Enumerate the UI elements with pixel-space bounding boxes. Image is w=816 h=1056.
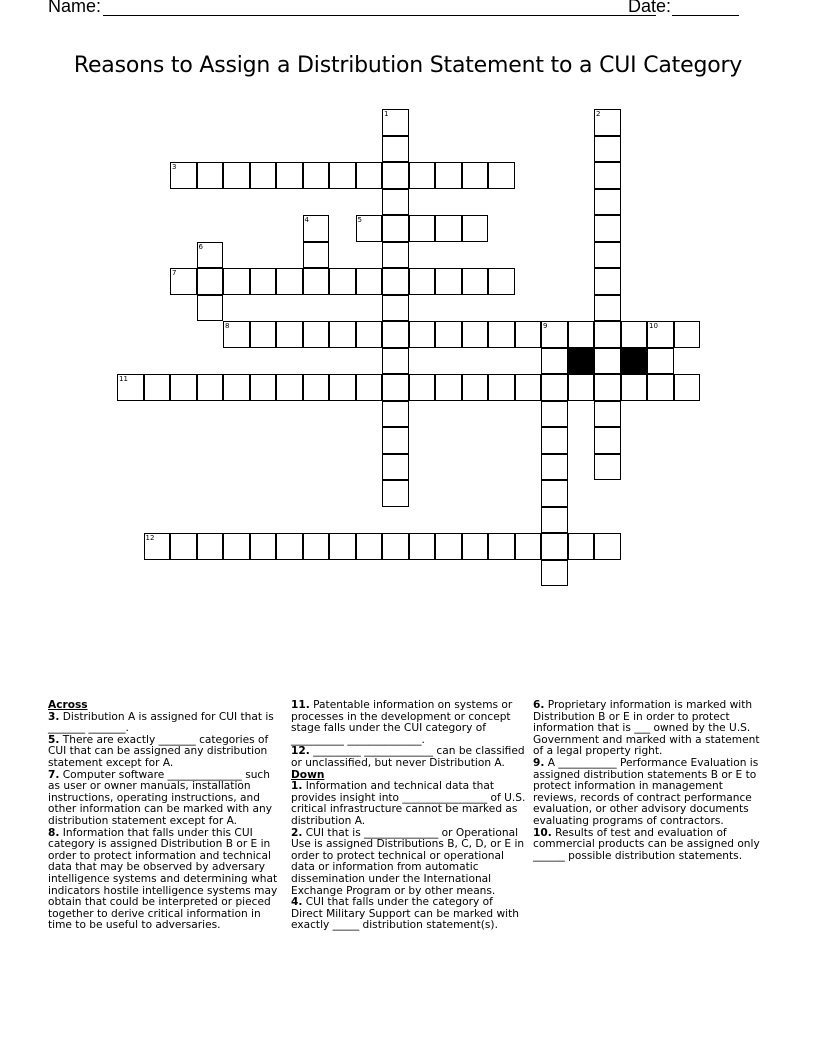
clue-item-text: Information and technical data that provides insight into ________________ of U.S. critical infrastructure cannot be marked as distribution A. xyxy=(291,780,526,827)
grid-cell[interactable] xyxy=(594,427,621,454)
grid-cell[interactable] xyxy=(594,321,621,348)
grid-cell[interactable] xyxy=(356,215,383,242)
grid-cell[interactable] xyxy=(303,321,330,348)
grid-cell[interactable] xyxy=(435,162,462,189)
grid-cell[interactable] xyxy=(647,374,674,401)
grid-cell[interactable] xyxy=(356,321,383,348)
grid-cell[interactable] xyxy=(197,242,224,269)
grid-cell[interactable] xyxy=(250,533,277,560)
down-clue-list-continued xyxy=(533,700,768,862)
grid-cell[interactable] xyxy=(541,480,568,507)
grid-cell[interactable] xyxy=(303,268,330,295)
grid-cell[interactable] xyxy=(409,321,436,348)
grid-cell[interactable] xyxy=(594,136,621,163)
clue-item-text: CUI that falls under the category of Direct Military Support can be marked with exactly _____ distribution statement(s). xyxy=(291,896,519,932)
clue-column-3 xyxy=(533,700,768,862)
clue-item-number: 12. xyxy=(291,745,310,758)
grid-cell[interactable] xyxy=(515,374,542,401)
grid-cell[interactable] xyxy=(462,533,489,560)
grid-cell[interactable] xyxy=(197,295,224,322)
grid-cell[interactable] xyxy=(170,533,197,560)
grid-cell[interactable] xyxy=(541,321,568,348)
clue-column-2 xyxy=(291,700,526,932)
grid-cell[interactable] xyxy=(435,268,462,295)
grid-cell[interactable] xyxy=(435,374,462,401)
grid-cell[interactable] xyxy=(303,162,330,189)
clue-number: 10 xyxy=(649,322,658,330)
grid-cell[interactable] xyxy=(382,321,409,348)
grid-cell[interactable] xyxy=(674,321,701,348)
grid-cell[interactable] xyxy=(594,268,621,295)
clue-item-number: 10. xyxy=(533,826,552,839)
grid-cell[interactable] xyxy=(329,533,356,560)
grid-cell[interactable] xyxy=(382,295,409,322)
grid-cell[interactable] xyxy=(382,348,409,375)
grid-cell[interactable] xyxy=(435,215,462,242)
grid-cell[interactable] xyxy=(462,321,489,348)
grid-cell[interactable] xyxy=(170,268,197,295)
clue-item-number: 7. xyxy=(48,768,60,781)
grid-cell[interactable] xyxy=(382,242,409,269)
clue-item-text: There are exactly _______ categories of CUI that can be assigned any distribution statement except for A. xyxy=(48,733,269,769)
grid-cell[interactable] xyxy=(250,268,277,295)
grid-cell[interactable] xyxy=(594,242,621,269)
clue-item xyxy=(291,781,526,827)
grid-cell[interactable] xyxy=(568,533,595,560)
grid-cell[interactable] xyxy=(382,454,409,481)
grid-cell[interactable] xyxy=(356,533,383,560)
date-label: Date: xyxy=(628,0,672,16)
grid-cell[interactable] xyxy=(541,427,568,454)
grid-cell[interactable] xyxy=(197,374,224,401)
grid-cell[interactable] xyxy=(409,268,436,295)
grid-cell[interactable] xyxy=(647,321,674,348)
clue-column-1 xyxy=(48,700,283,932)
grid-cell[interactable] xyxy=(356,162,383,189)
grid-cell[interactable] xyxy=(594,162,621,189)
grid-cell[interactable] xyxy=(462,268,489,295)
clue-number: 1 xyxy=(384,110,389,118)
grid-cell[interactable] xyxy=(515,321,542,348)
grid-cell[interactable] xyxy=(170,374,197,401)
grid-cell[interactable] xyxy=(568,374,595,401)
clue-number: 8 xyxy=(225,322,230,330)
grid-cell[interactable] xyxy=(409,374,436,401)
grid-cell[interactable] xyxy=(594,401,621,428)
clue-item xyxy=(291,828,526,898)
grid-cell[interactable] xyxy=(382,268,409,295)
clue-item-text: Computer software ______________ such as user or owner manuals, installation instructions, operating instructions, and other information can be marked with any distribution statement except for A. xyxy=(48,768,272,827)
blocked-cell xyxy=(568,348,595,375)
grid-cell[interactable] xyxy=(541,348,568,375)
clue-item xyxy=(291,746,526,769)
grid-cell[interactable] xyxy=(435,321,462,348)
clue-item-text: Results of test and evaluation of commercial products can be assigned only ______ possible distribution statements. xyxy=(533,826,760,862)
clue-item-number: 6. xyxy=(533,699,545,711)
grid-cell[interactable] xyxy=(435,533,462,560)
clue-item-number: 2. xyxy=(291,826,303,839)
down-clue-list xyxy=(291,781,526,932)
grid-cell[interactable] xyxy=(594,533,621,560)
clue-number: 9 xyxy=(543,322,548,330)
grid-cell[interactable] xyxy=(144,374,171,401)
grid-cell[interactable] xyxy=(409,215,436,242)
grid-cell[interactable] xyxy=(647,348,674,375)
clue-number: 7 xyxy=(172,269,177,277)
grid-cell[interactable] xyxy=(621,321,648,348)
puzzle-title: Reasons to Assign a Distribution Statement to a CUI Category xyxy=(73,53,743,78)
grid-cell[interactable] xyxy=(223,374,250,401)
grid-cell[interactable] xyxy=(674,374,701,401)
clue-number: 5 xyxy=(357,216,362,224)
grid-cell[interactable] xyxy=(144,533,171,560)
grid-cell[interactable] xyxy=(276,268,303,295)
clue-item-text: _________ _____________ can be classified or unclassified, but never Distribution A. xyxy=(291,745,525,769)
grid-cell[interactable] xyxy=(276,162,303,189)
grid-cell[interactable] xyxy=(594,295,621,322)
name-label: Name: xyxy=(48,0,102,16)
clue-item-number: 4. xyxy=(291,896,303,909)
across-heading: Across xyxy=(48,699,88,711)
grid-cell[interactable] xyxy=(356,374,383,401)
grid-cell[interactable] xyxy=(409,533,436,560)
grid-cell[interactable] xyxy=(303,215,330,242)
grid-cell[interactable] xyxy=(541,560,568,587)
grid-cell[interactable] xyxy=(250,162,277,189)
grid-cell[interactable] xyxy=(382,162,409,189)
clue-number: 11 xyxy=(119,375,128,383)
grid-cell[interactable] xyxy=(303,533,330,560)
grid-cell[interactable] xyxy=(276,533,303,560)
grid-cell[interactable] xyxy=(621,374,648,401)
grid-cell[interactable] xyxy=(276,321,303,348)
grid-cell[interactable] xyxy=(250,374,277,401)
grid-cell[interactable] xyxy=(541,374,568,401)
grid-cell[interactable] xyxy=(329,321,356,348)
grid-cell[interactable] xyxy=(223,533,250,560)
across-clue-list xyxy=(48,712,283,932)
clue-number: 12 xyxy=(145,534,155,542)
grid-cell[interactable] xyxy=(223,321,250,348)
clue-item-text: CUI that is ______________ or Operational Use is assigned Distributions B, C, D, or E in order to protect technical or operational data or information from automatic dissemination under the International Exchange Program or by other means. xyxy=(291,826,525,897)
clue-item-text: Patentable information on systems or processes in the development or concept stage falls under the CUI category of __________ ______________. xyxy=(291,699,513,746)
across-clue-list-continued xyxy=(291,700,526,770)
grid-cell[interactable] xyxy=(382,401,409,428)
grid-cell[interactable] xyxy=(594,348,621,375)
clue-item xyxy=(533,700,768,758)
grid-cell[interactable] xyxy=(568,321,595,348)
grid-cell[interactable] xyxy=(462,215,489,242)
clue-item xyxy=(48,735,283,770)
grid-cell[interactable] xyxy=(594,454,621,481)
clue-item-number: 8. xyxy=(48,826,60,839)
grid-cell[interactable] xyxy=(382,374,409,401)
grid-cell[interactable] xyxy=(382,189,409,216)
grid-cell[interactable] xyxy=(541,507,568,534)
grid-cell[interactable] xyxy=(329,268,356,295)
clue-item-text: Proprietary information is marked with Distribution B or E in order to protect information that is ___ owned by the U.S. Government and marked with a statement of a legal property right. xyxy=(533,699,760,758)
clue-item-text: A ___________ Performance Evaluation is assigned distribution statements B or E to protect information in management reviews, records of contract performance evaluation, or other advisory documents evaluating programs of contractors. xyxy=(533,756,759,827)
grid-cell[interactable] xyxy=(488,374,515,401)
grid-cell[interactable] xyxy=(382,136,409,163)
grid-cell[interactable] xyxy=(197,162,224,189)
grid-cell[interactable] xyxy=(223,162,250,189)
grid-cell[interactable] xyxy=(541,533,568,560)
clue-item xyxy=(48,770,283,828)
grid-cell[interactable] xyxy=(382,215,409,242)
clue-item-number: 3. xyxy=(48,710,60,723)
clue-item-number: 9. xyxy=(533,756,545,769)
grid-cell[interactable] xyxy=(250,321,277,348)
grid-cell[interactable] xyxy=(462,162,489,189)
clue-item-text: Distribution A is assigned for CUI that is _______ _______. xyxy=(48,710,274,735)
clue-item-number: 1. xyxy=(291,780,303,793)
grid-cell[interactable] xyxy=(382,533,409,560)
grid-cell[interactable] xyxy=(594,109,621,136)
grid-cell[interactable] xyxy=(329,162,356,189)
grid-cell[interactable] xyxy=(409,162,436,189)
blocked-cell xyxy=(621,348,648,375)
clue-item xyxy=(533,828,768,863)
grid-cell[interactable] xyxy=(382,109,409,136)
clue-item-number: 5. xyxy=(48,733,60,746)
grid-cell[interactable] xyxy=(488,533,515,560)
grid-cell[interactable] xyxy=(329,374,356,401)
down-heading: Down xyxy=(291,768,325,781)
clue-item xyxy=(533,758,768,828)
grid-cell[interactable] xyxy=(462,374,489,401)
clue-number: 2 xyxy=(596,110,601,118)
grid-cell[interactable] xyxy=(541,401,568,428)
clue-item xyxy=(291,700,526,746)
grid-cell[interactable] xyxy=(303,374,330,401)
grid-cell[interactable] xyxy=(488,162,515,189)
grid-cell[interactable] xyxy=(356,268,383,295)
clue-number: 4 xyxy=(304,216,309,224)
clue-item-number: 11. xyxy=(291,699,310,711)
grid-cell[interactable] xyxy=(488,321,515,348)
grid-cell[interactable] xyxy=(276,374,303,401)
grid-cell[interactable] xyxy=(594,189,621,216)
grid-cell[interactable] xyxy=(223,268,250,295)
grid-cell[interactable] xyxy=(170,162,197,189)
grid-cell[interactable] xyxy=(541,454,568,481)
grid-cell[interactable] xyxy=(594,215,621,242)
grid-cell[interactable] xyxy=(303,242,330,269)
clue-item xyxy=(291,897,526,932)
clue-number: 3 xyxy=(172,163,177,171)
clue-item xyxy=(48,712,283,735)
grid-cell[interactable] xyxy=(382,427,409,454)
grid-cell[interactable] xyxy=(197,268,224,295)
grid-cell[interactable] xyxy=(197,533,224,560)
clue-number: 6 xyxy=(198,242,203,251)
clue-item xyxy=(48,828,283,932)
grid-cell[interactable] xyxy=(594,374,621,401)
grid-cell[interactable] xyxy=(117,374,144,401)
grid-cell[interactable] xyxy=(515,533,542,560)
clue-item-text: Information that falls under this CUI category is assigned Distribution B or E in order to protect information and technical data that may be observed by adversary intelligence systems and determining what indicators hostile intelligence systems may obtain that could be interpreted or pieced together to derive critical information in time to be useful to adversaries. xyxy=(48,826,278,932)
grid-cell[interactable] xyxy=(488,268,515,295)
grid-cell[interactable] xyxy=(382,480,409,507)
